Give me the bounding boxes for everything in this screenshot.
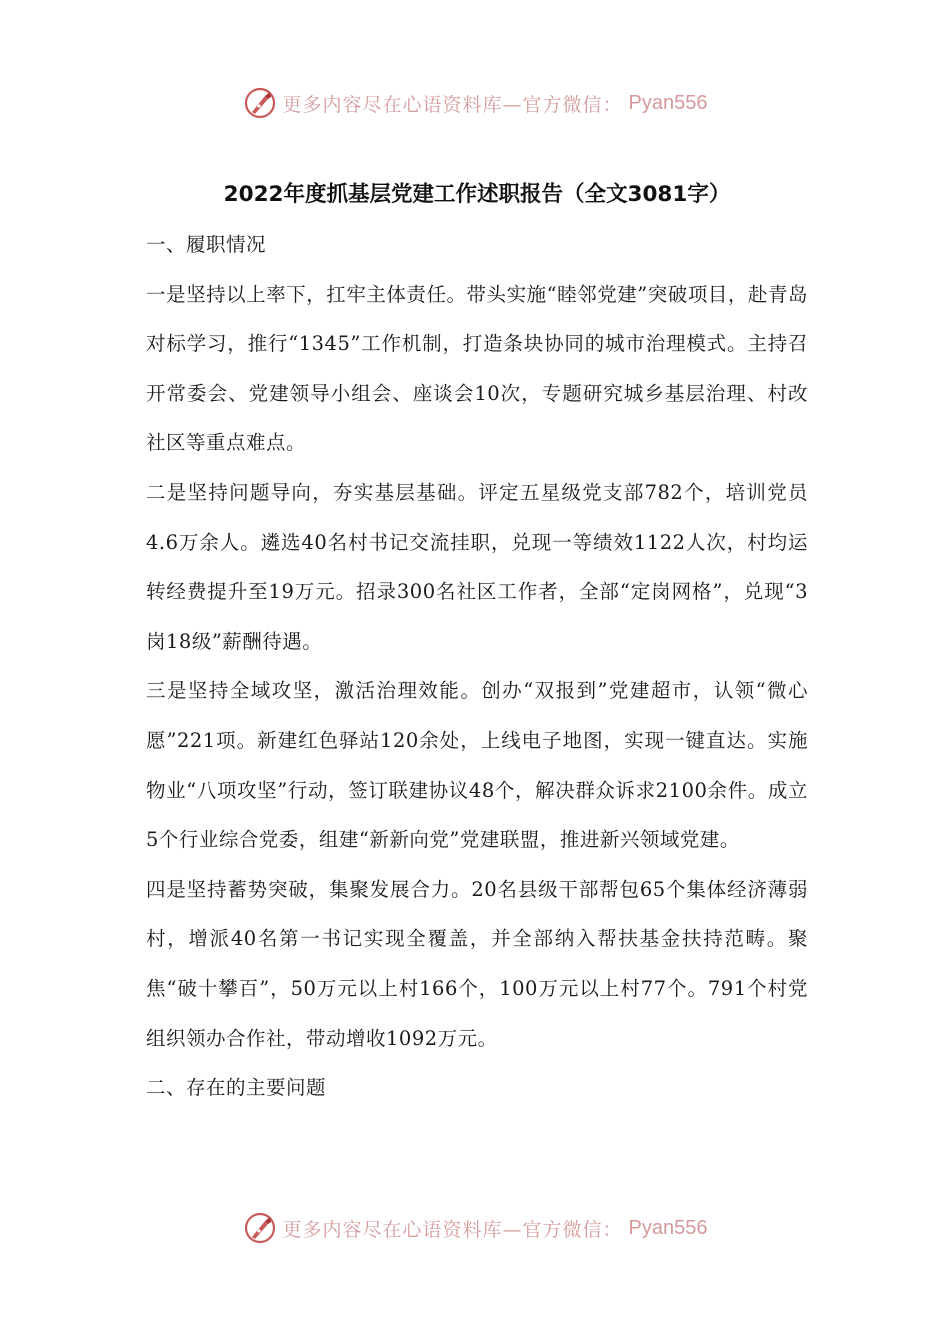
paragraph-2: 二是坚持问题导向，夯实基层基础。评定五星级党支部782个，培训党员4.6万余人。遴选40名村书记交流挂职，兑现一等绩效1122人次，村均运转经费提升至19万元。招录300名社区工作者，全部“定岗网格”，兑现“3岗18级”薪酬待遇。	[146, 480, 808, 653]
paragraph-4: 四是坚持蓄势突破，集聚发展合力。20名县级干部帮包65个集体经济薄弱村，增派40名第一书记实现全覆盖，并全部纳入帮扶基金扶持范畴。聚焦“破十攀百”，50万元以上村166个，100万元以上村77个。791个村党组织领办合作社，带动增收1092万元。	[146, 877, 808, 1050]
document-title: 2022年度抓基层党建工作述职报告（全文3081字）	[223, 182, 731, 207]
pen-nib-icon	[243, 1211, 277, 1245]
paragraph-3: 三是坚持全域攻坚，激活治理效能。创办“双报到”党建超市，认领“微心愿”221项。新建红色驿站120余处，上线电子地图，实现一键直达。实施物业“八项攻坚”行动，签订联建协议48个，解决群众诉求2100余件。成立5个行业综合党委，组建“新新向党”党建联盟，推进新兴领域党建。	[146, 679, 808, 852]
watermark-wechat-id: Pyan556	[628, 91, 708, 114]
watermark-text: 更多内容尽在心语资料库—官方微信：	[282, 1218, 623, 1241]
document-body	[146, 170, 808, 1113]
watermark-wechat-id: Pyan556	[628, 1216, 708, 1239]
section-heading-1: 一、履职情况	[146, 233, 267, 256]
section-heading-2: 二、存在的主要问题	[146, 1076, 327, 1100]
watermark-text: 更多内容尽在心语资料库—官方微信：	[282, 93, 623, 116]
paragraph-1: 一是坚持以上率下，扛牢主体责任。带头实施“睦邻党建”突破项目，赴青岛对标学习，推行“1345”工作机制，打造条块协同的城市治理模式。主持召开常委会、党建领导小组会、座谈会10次，专题研究城乡基层治理、村改社区等重点难点。	[146, 282, 808, 455]
pen-nib-icon	[243, 86, 277, 120]
watermark-top	[0, 78, 950, 128]
watermark-bottom	[0, 1203, 950, 1253]
